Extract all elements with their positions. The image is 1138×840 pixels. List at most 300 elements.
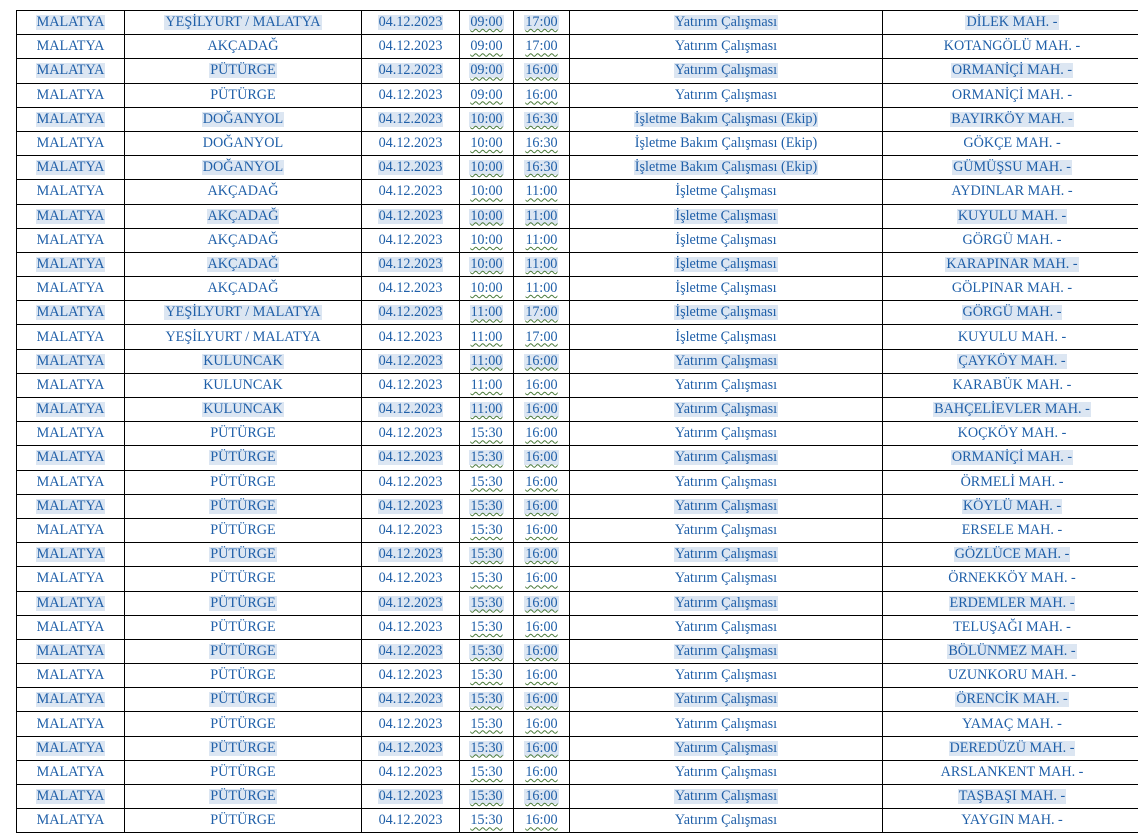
reason-cell <box>570 615 883 639</box>
date-cell-text: 04.12.2023 <box>378 62 443 79</box>
date-cell <box>362 35 460 59</box>
date-cell-text: 04.12.2023 <box>378 812 443 829</box>
date-cell <box>362 591 460 615</box>
date-cell-text: 04.12.2023 <box>378 788 443 805</box>
district-cell-text: PÜTÜRGE <box>210 570 276 587</box>
neighborhood-cell <box>883 760 1138 784</box>
reason-cell-text: Yatırım Çalışması <box>674 38 778 55</box>
neighborhood-cell-text: KUYULU MAH. - <box>957 207 1067 224</box>
neighborhood-cell <box>883 277 1138 301</box>
district-cell-text: PÜTÜRGE <box>210 667 276 684</box>
start-time-cell-text: 11:00 <box>470 401 503 418</box>
reason-cell <box>570 785 883 809</box>
reason-cell <box>570 567 883 591</box>
date-cell <box>362 83 460 107</box>
neighborhood-cell-text: GÖRGÜ MAH. - <box>962 304 1062 321</box>
end-time-cell-text: 16:00 <box>525 497 558 514</box>
date-cell-text: 04.12.2023 <box>378 763 443 780</box>
neighborhood-cell-text: BÖLÜNMEZ MAH. - <box>948 642 1076 659</box>
neighborhood-cell-text: KOÇKÖY MAH. - <box>957 425 1067 442</box>
end-time-cell-text: 17:00 <box>525 328 558 345</box>
start-time-cell-text: 15:30 <box>470 570 503 587</box>
province-cell <box>17 277 125 301</box>
start-time-cell-text: 10:00 <box>470 110 503 127</box>
end-time-cell-text: 16:00 <box>525 763 558 780</box>
start-time-cell-text: 09:00 <box>470 38 503 55</box>
district-cell <box>125 277 362 301</box>
district-cell-text: YEŞİLYURT / MALATYA <box>165 304 321 321</box>
district-cell-text: PÜTÜRGE <box>210 618 276 635</box>
province-cell-text: MALATYA <box>36 449 105 466</box>
neighborhood-cell <box>883 446 1138 470</box>
district-cell <box>125 809 362 833</box>
table-row <box>17 131 1138 155</box>
reason-cell <box>570 712 883 736</box>
province-cell-text: MALATYA <box>36 739 105 756</box>
district-cell-text: PÜTÜRGE <box>210 62 276 79</box>
end-time-cell <box>514 470 570 494</box>
table-row <box>17 470 1138 494</box>
neighborhood-cell <box>883 131 1138 155</box>
table-row <box>17 809 1138 833</box>
province-cell <box>17 59 125 83</box>
date-cell-text: 04.12.2023 <box>378 691 443 708</box>
district-cell <box>125 518 362 542</box>
start-time-cell <box>460 639 514 663</box>
province-cell-text: MALATYA <box>36 401 105 418</box>
neighborhood-cell <box>883 325 1138 349</box>
end-time-cell <box>514 35 570 59</box>
district-cell-text: PÜTÜRGE <box>210 86 276 103</box>
start-time-cell-text: 15:30 <box>470 618 503 635</box>
province-cell-text: MALATYA <box>36 570 105 587</box>
neighborhood-cell-text: KOTANGÖLÜ MAH. - <box>943 38 1081 55</box>
reason-cell-text: Yatırım Çalışması <box>674 86 778 103</box>
district-cell <box>125 349 362 373</box>
reason-cell-text: İşletme Bakım Çalışması (Ekip) <box>634 135 818 152</box>
reason-cell-text: Yatırım Çalışması <box>674 739 778 756</box>
start-time-cell-text: 15:30 <box>470 642 503 659</box>
province-cell <box>17 131 125 155</box>
start-time-cell <box>460 785 514 809</box>
reason-cell-text: İşletme Bakım Çalışması (Ekip) <box>634 110 818 127</box>
start-time-cell <box>460 131 514 155</box>
province-cell <box>17 470 125 494</box>
reason-cell-text: Yatırım Çalışması <box>674 401 778 418</box>
province-cell <box>17 252 125 276</box>
district-cell-text: AKÇADAĞ <box>207 280 279 297</box>
reason-cell <box>570 736 883 760</box>
neighborhood-cell-text: DEREDÜZÜ MAH. - <box>949 739 1075 756</box>
reason-cell <box>570 59 883 83</box>
date-cell-text: 04.12.2023 <box>378 328 443 345</box>
reason-cell <box>570 664 883 688</box>
reason-cell-text: Yatırım Çalışması <box>674 618 778 635</box>
date-cell <box>362 736 460 760</box>
date-cell <box>362 567 460 591</box>
neighborhood-cell-text: ÖRNEKKÖY MAH. - <box>948 570 1076 587</box>
date-cell-text: 04.12.2023 <box>378 594 443 611</box>
reason-cell-text: Yatırım Çalışması <box>674 376 778 393</box>
end-time-cell-text: 16:00 <box>525 352 558 369</box>
end-time-cell <box>514 349 570 373</box>
reason-cell-text: Yatırım Çalışması <box>674 715 778 732</box>
district-cell-text: PÜTÜRGE <box>210 763 276 780</box>
province-cell <box>17 688 125 712</box>
district-cell <box>125 398 362 422</box>
neighborhood-cell-text: KARAPINAR MAH. - <box>946 255 1078 272</box>
end-time-cell <box>514 252 570 276</box>
table-row <box>17 277 1138 301</box>
reason-cell <box>570 446 883 470</box>
table-row <box>17 736 1138 760</box>
reason-cell <box>570 156 883 180</box>
date-cell <box>362 543 460 567</box>
date-cell <box>362 349 460 373</box>
reason-cell <box>570 325 883 349</box>
start-time-cell <box>460 688 514 712</box>
neighborhood-cell-text: GÜMÜŞSU MAH. - <box>953 159 1071 176</box>
end-time-cell-text: 16:00 <box>525 691 558 708</box>
start-time-cell <box>460 325 514 349</box>
start-time-cell-text: 15:30 <box>470 691 503 708</box>
reason-cell <box>570 349 883 373</box>
district-cell <box>125 325 362 349</box>
province-cell-text: MALATYA <box>36 135 105 152</box>
start-time-cell-text: 15:30 <box>470 763 503 780</box>
province-cell-text: MALATYA <box>36 352 105 369</box>
district-cell-text: PÜTÜRGE <box>210 715 276 732</box>
neighborhood-cell-text: YAYGIN MAH. - <box>961 812 1063 829</box>
province-cell-text: MALATYA <box>36 667 105 684</box>
reason-cell <box>570 252 883 276</box>
date-cell-text: 04.12.2023 <box>378 401 443 418</box>
neighborhood-cell <box>883 591 1138 615</box>
district-cell-text: PÜTÜRGE <box>210 594 276 611</box>
reason-cell-text: Yatırım Çalışması <box>674 473 778 490</box>
end-time-cell-text: 16:00 <box>525 401 558 418</box>
end-time-cell-text: 17:00 <box>525 304 558 321</box>
date-cell <box>362 325 460 349</box>
end-time-cell-text: 16:00 <box>525 62 558 79</box>
start-time-cell-text: 15:30 <box>470 546 503 563</box>
date-cell-text: 04.12.2023 <box>378 618 443 635</box>
province-cell-text: MALATYA <box>36 594 105 611</box>
end-time-cell <box>514 373 570 397</box>
date-cell <box>362 470 460 494</box>
table-row <box>17 615 1138 639</box>
district-cell-text: KULUNCAK <box>203 376 283 393</box>
start-time-cell <box>460 373 514 397</box>
date-cell-text: 04.12.2023 <box>378 715 443 732</box>
province-cell-text: MALATYA <box>36 546 105 563</box>
table-row <box>17 398 1138 422</box>
district-cell <box>125 107 362 131</box>
district-cell-text: PÜTÜRGE <box>210 546 276 563</box>
district-cell-text: KULUNCAK <box>203 401 283 418</box>
reason-cell-text: İşletme Bakım Çalışması (Ekip) <box>634 159 818 176</box>
table-row <box>17 11 1138 35</box>
neighborhood-cell <box>883 204 1138 228</box>
table-row <box>17 107 1138 131</box>
reason-cell <box>570 131 883 155</box>
table-row <box>17 760 1138 784</box>
district-cell-text: DOĞANYOL <box>202 110 284 127</box>
date-cell-text: 04.12.2023 <box>378 14 443 31</box>
table-row <box>17 639 1138 663</box>
reason-cell <box>570 518 883 542</box>
reason-cell-text: Yatırım Çalışması <box>674 691 778 708</box>
province-cell <box>17 494 125 518</box>
reason-cell-text: İşletme Çalışması <box>675 280 777 297</box>
neighborhood-cell <box>883 470 1138 494</box>
start-time-cell-text: 15:30 <box>470 497 503 514</box>
reason-cell-text: Yatırım Çalışması <box>674 594 778 611</box>
district-cell-text: AKÇADAĞ <box>207 38 279 55</box>
district-cell <box>125 131 362 155</box>
end-time-cell-text: 16:00 <box>525 667 558 684</box>
end-time-cell <box>514 301 570 325</box>
reason-cell-text: İşletme Çalışması <box>675 255 777 272</box>
date-cell <box>362 277 460 301</box>
start-time-cell <box>460 11 514 35</box>
date-cell <box>362 494 460 518</box>
start-time-cell <box>460 107 514 131</box>
start-time-cell <box>460 518 514 542</box>
date-cell-text: 04.12.2023 <box>378 86 443 103</box>
neighborhood-cell-text: ERDEMLER MAH. - <box>949 594 1075 611</box>
province-cell-text: MALATYA <box>36 183 105 200</box>
neighborhood-cell <box>883 639 1138 663</box>
end-time-cell <box>514 277 570 301</box>
province-cell-text: MALATYA <box>36 231 105 248</box>
start-time-cell-text: 10:00 <box>470 231 503 248</box>
table-row <box>17 664 1138 688</box>
end-time-cell-text: 16:00 <box>525 715 558 732</box>
end-time-cell <box>514 809 570 833</box>
start-time-cell <box>460 180 514 204</box>
outage-table-body <box>17 11 1138 833</box>
end-time-cell <box>514 107 570 131</box>
table-row <box>17 35 1138 59</box>
province-cell <box>17 349 125 373</box>
table-row <box>17 591 1138 615</box>
province-cell-text: MALATYA <box>36 618 105 635</box>
district-cell-text: AKÇADAĞ <box>207 183 279 200</box>
table-row <box>17 688 1138 712</box>
start-time-cell <box>460 301 514 325</box>
date-cell <box>362 639 460 663</box>
neighborhood-cell-text: BAHÇELİEVLER MAH. - <box>934 401 1090 418</box>
district-cell <box>125 59 362 83</box>
district-cell-text: PÜTÜRGE <box>210 473 276 490</box>
province-cell-text: MALATYA <box>36 715 105 732</box>
reason-cell-text: İşletme Çalışması <box>675 207 777 224</box>
province-cell <box>17 11 125 35</box>
table-row <box>17 349 1138 373</box>
neighborhood-cell <box>883 301 1138 325</box>
neighborhood-cell-text: GÖKÇE MAH. - <box>963 135 1061 152</box>
district-cell <box>125 712 362 736</box>
neighborhood-cell-text: ORMANİÇİ MAH. - <box>951 86 1073 103</box>
start-time-cell <box>460 470 514 494</box>
province-cell <box>17 325 125 349</box>
district-cell <box>125 35 362 59</box>
reason-cell <box>570 591 883 615</box>
start-time-cell-text: 09:00 <box>470 86 503 103</box>
start-time-cell-text: 15:30 <box>470 522 503 539</box>
end-time-cell <box>514 59 570 83</box>
end-time-cell <box>514 131 570 155</box>
district-cell <box>125 422 362 446</box>
date-cell <box>362 131 460 155</box>
table-row <box>17 325 1138 349</box>
date-cell-text: 04.12.2023 <box>378 159 443 176</box>
start-time-cell-text: 15:30 <box>470 667 503 684</box>
date-cell <box>362 180 460 204</box>
province-cell-text: MALATYA <box>36 328 105 345</box>
start-time-cell <box>460 736 514 760</box>
reason-cell <box>570 470 883 494</box>
neighborhood-cell <box>883 518 1138 542</box>
reason-cell-text: İşletme Çalışması <box>675 304 777 321</box>
end-time-cell-text: 16:00 <box>525 812 558 829</box>
start-time-cell <box>460 83 514 107</box>
end-time-cell <box>514 11 570 35</box>
start-time-cell-text: 15:30 <box>470 788 503 805</box>
province-cell <box>17 35 125 59</box>
end-time-cell <box>514 785 570 809</box>
reason-cell-text: Yatırım Çalışması <box>674 763 778 780</box>
neighborhood-cell-text: ÇAYKÖY MAH. - <box>958 352 1066 369</box>
start-time-cell <box>460 760 514 784</box>
date-cell <box>362 107 460 131</box>
neighborhood-cell-text: YAMAÇ MAH. - <box>962 715 1062 732</box>
date-cell <box>362 398 460 422</box>
district-cell <box>125 688 362 712</box>
date-cell-text: 04.12.2023 <box>378 135 443 152</box>
province-cell-text: MALATYA <box>36 642 105 659</box>
neighborhood-cell <box>883 785 1138 809</box>
end-time-cell-text: 16:00 <box>525 449 558 466</box>
district-cell-text: PÜTÜRGE <box>210 812 276 829</box>
start-time-cell-text: 10:00 <box>470 280 503 297</box>
province-cell-text: MALATYA <box>36 788 105 805</box>
document-page <box>16 10 1136 833</box>
district-cell-text: PÜTÜRGE <box>210 788 276 805</box>
start-time-cell <box>460 156 514 180</box>
date-cell <box>362 301 460 325</box>
neighborhood-cell-text: BAYIRKÖY MAH. - <box>951 110 1073 127</box>
end-time-cell <box>514 543 570 567</box>
neighborhood-cell <box>883 156 1138 180</box>
district-cell <box>125 180 362 204</box>
start-time-cell <box>460 664 514 688</box>
date-cell-text: 04.12.2023 <box>378 280 443 297</box>
district-cell <box>125 664 362 688</box>
end-time-cell <box>514 180 570 204</box>
neighborhood-cell-text: GÖRGÜ MAH. - <box>962 231 1062 248</box>
end-time-cell <box>514 446 570 470</box>
district-cell <box>125 83 362 107</box>
province-cell-text: MALATYA <box>36 280 105 297</box>
date-cell <box>362 785 460 809</box>
end-time-cell <box>514 156 570 180</box>
start-time-cell-text: 09:00 <box>470 14 503 31</box>
start-time-cell <box>460 349 514 373</box>
end-time-cell-text: 16:00 <box>525 618 558 635</box>
end-time-cell <box>514 664 570 688</box>
reason-cell-text: İşletme Çalışması <box>675 231 777 248</box>
date-cell <box>362 228 460 252</box>
start-time-cell-text: 15:30 <box>470 812 503 829</box>
reason-cell <box>570 228 883 252</box>
province-cell <box>17 615 125 639</box>
reason-cell <box>570 301 883 325</box>
date-cell-text: 04.12.2023 <box>378 352 443 369</box>
reason-cell-text: Yatırım Çalışması <box>674 352 778 369</box>
neighborhood-cell <box>883 422 1138 446</box>
end-time-cell <box>514 567 570 591</box>
start-time-cell-text: 15:30 <box>470 739 503 756</box>
neighborhood-cell-text: DİLEK MAH. - <box>966 14 1058 31</box>
table-row <box>17 59 1138 83</box>
date-cell-text: 04.12.2023 <box>378 304 443 321</box>
table-row <box>17 156 1138 180</box>
neighborhood-cell-text: KARABÜK MAH. - <box>952 376 1072 393</box>
district-cell <box>125 639 362 663</box>
start-time-cell-text: 11:00 <box>470 304 503 321</box>
table-row <box>17 567 1138 591</box>
neighborhood-cell-text: ORMANİÇİ MAH. - <box>951 62 1073 79</box>
date-cell <box>362 156 460 180</box>
reason-cell <box>570 204 883 228</box>
date-cell-text: 04.12.2023 <box>378 207 443 224</box>
province-cell-text: MALATYA <box>36 159 105 176</box>
start-time-cell <box>460 228 514 252</box>
date-cell <box>362 760 460 784</box>
date-cell-text: 04.12.2023 <box>378 376 443 393</box>
neighborhood-cell <box>883 543 1138 567</box>
district-cell <box>125 204 362 228</box>
neighborhood-cell-text: TAŞBAŞI MAH. - <box>958 788 1066 805</box>
reason-cell-text: İşletme Çalışması <box>675 328 777 345</box>
province-cell <box>17 712 125 736</box>
table-row <box>17 228 1138 252</box>
end-time-cell <box>514 204 570 228</box>
start-time-cell <box>460 591 514 615</box>
province-cell-text: MALATYA <box>36 14 105 31</box>
end-time-cell-text: 11:00 <box>525 183 558 200</box>
end-time-cell-text: 16:00 <box>525 594 558 611</box>
province-cell-text: MALATYA <box>36 110 105 127</box>
neighborhood-cell <box>883 228 1138 252</box>
date-cell-text: 04.12.2023 <box>378 667 443 684</box>
neighborhood-cell <box>883 252 1138 276</box>
province-cell <box>17 639 125 663</box>
province-cell-text: MALATYA <box>36 86 105 103</box>
end-time-cell-text: 11:00 <box>525 231 558 248</box>
date-cell <box>362 446 460 470</box>
district-cell <box>125 567 362 591</box>
reason-cell-text: Yatırım Çalışması <box>674 788 778 805</box>
start-time-cell-text: 11:00 <box>470 328 503 345</box>
start-time-cell-text: 15:30 <box>470 473 503 490</box>
table-row <box>17 83 1138 107</box>
end-time-cell <box>514 83 570 107</box>
neighborhood-cell-text: ERSELE MAH. - <box>961 522 1063 539</box>
neighborhood-cell <box>883 494 1138 518</box>
